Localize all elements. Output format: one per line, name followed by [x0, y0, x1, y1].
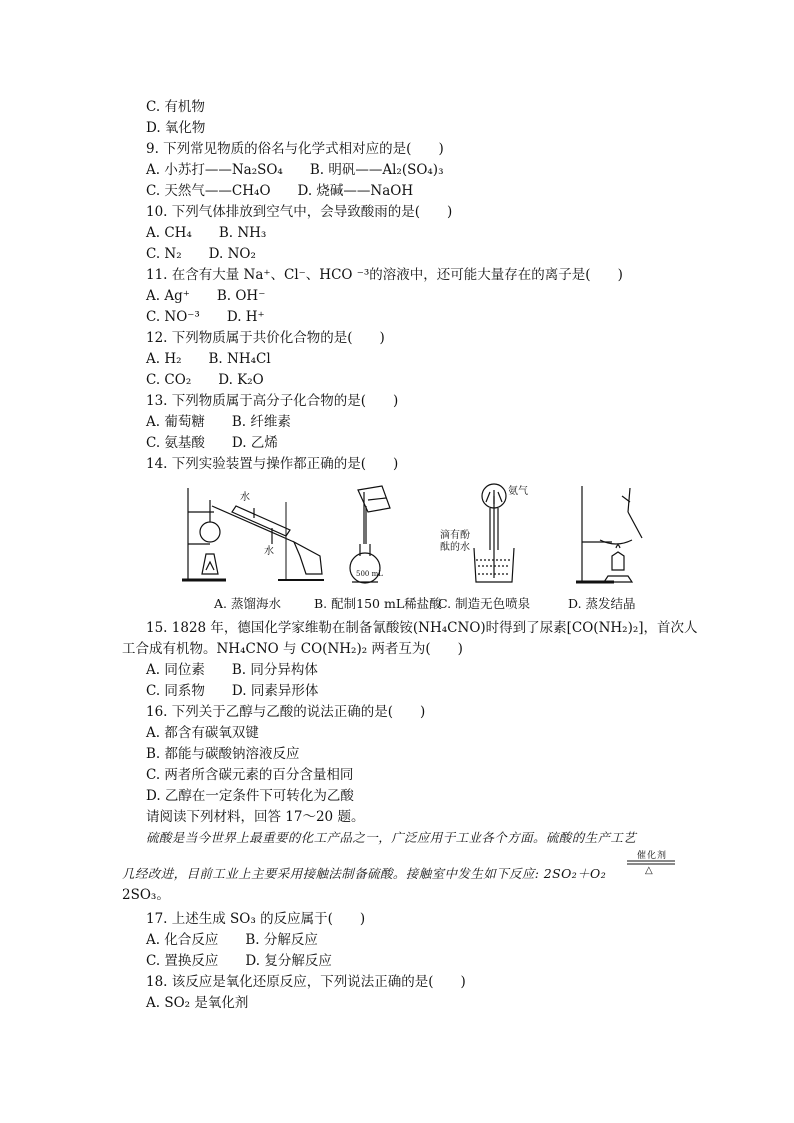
q13-options-ab: A. 葡萄糖 B. 纤维素 — [146, 414, 291, 430]
q11-stem: 11. 在含有大量 Na⁺、Cl⁻、HCO ⁻³的溶液中，还可能大量存在的离子是( ) — [146, 267, 623, 283]
q16-option-a: A. 都含有碳氧双键 — [146, 725, 259, 741]
phenolphthalein-water-label: 滴有酚 酞的水 — [440, 530, 470, 553]
q13-stem: 13. 下列物质属于高分子化合物的是( ) — [146, 393, 399, 409]
caption-c: C. 制造无色喷泉 — [438, 596, 531, 611]
catalyst-label: 催化剂 — [637, 851, 668, 861]
q13-options-cd: C. 氨基酸 D. 乙烯 — [146, 435, 278, 451]
q8-option-d: D. 氧化物 — [146, 120, 206, 136]
q15-stem-line2: 工合成有机物。NH₄CNO 与 CO(NH₂)₂ 两者互为( ) — [122, 641, 463, 657]
q17-options-cd: C. 置换反应 D. 复分解反应 — [146, 953, 332, 969]
caption-a: A. 蒸馏海水 — [214, 596, 281, 611]
reaction-arrow-condition — [625, 848, 677, 878]
q12-stem: 12. 下列物质属于共价化合物的是( ) — [146, 330, 385, 346]
material-line3: 2SO₃。 — [122, 887, 170, 903]
q11-options-ab: A. Ag⁺ B. OH⁻ — [146, 288, 266, 304]
water-in-label: 水 — [240, 492, 250, 503]
q9-stem: 9. 下列常见物质的俗名与化学式相对应的是( ) — [146, 141, 444, 157]
q12-options-cd: C. CO₂ D. K₂O — [146, 372, 264, 388]
q15-options-cd: C. 同系物 D. 同素异形体 — [146, 683, 319, 699]
apparatus-figures — [160, 482, 660, 610]
flask-volume-mark: 500 mL — [356, 570, 383, 578]
q10-options-cd: C. N₂ D. NO₂ — [146, 246, 256, 262]
q16-option-d: D. 乙醇在一定条件下可转化为乙酸 — [146, 788, 354, 804]
q10-stem: 10. 下列气体排放到空气中，会导致酸雨的是( ) — [146, 204, 453, 220]
material-line2: 几经改进，目前工业上主要采用接触法制备硫酸。接触室中发生如下反应: 2SO₂＋O₂ — [122, 866, 607, 881]
reading-instruction: 请阅读下列材料，回答 17～20 题。 — [146, 809, 365, 825]
q16-option-c: C. 两者所含碳元素的百分含量相同 — [146, 767, 354, 783]
q9-options-cd: C. 天然气——CH₄O D. 烧碱——NaOH — [146, 183, 414, 199]
evaporation-apparatus-figure — [572, 482, 652, 587]
q11-options-cd: C. NO⁻³ D. H⁺ — [146, 309, 265, 325]
q16-option-b: B. 都能与碳酸钠溶液反应 — [146, 746, 300, 762]
q12-options-ab: A. H₂ B. NH₄Cl — [146, 351, 271, 367]
q16-stem: 16. 下列关于乙醇与乙酸的说法正确的是( ) — [146, 704, 426, 720]
caption-b: B. 配制150 mL稀盐酸 — [314, 596, 442, 611]
q15-stem-line1: 15. 1828 年，德国化学家维勒在制备氰酸铵(NH₄CNO)时得到了尿素[CO(NH₂)₂]，首次人 — [146, 620, 698, 636]
material-line1: 硫酸是当今世界上最重要的化工产品之一，广泛应用于工业各个方面。硫酸的生产工艺 — [146, 830, 637, 845]
q8-option-c: C. 有机物 — [146, 99, 205, 115]
q14-stem: 14. 下列实验装置与操作都正确的是( ) — [146, 456, 399, 472]
q17-options-ab: A. 化合反应 B. 分解反应 — [146, 932, 318, 948]
q15-options-ab: A. 同位素 B. 同分异构体 — [146, 662, 318, 678]
ammonia-label: 氨气 — [508, 486, 528, 497]
q18-option-a: A. SO₂ 是氧化剂 — [146, 995, 249, 1011]
caption-d: D. 蒸发结晶 — [568, 596, 636, 611]
q10-options-ab: A. CH₄ B. NH₃ — [146, 225, 267, 241]
q17-stem: 17. 上述生成 SO₃ 的反应属于( ) — [146, 911, 366, 927]
q18-stem: 18. 该反应是氧化还原反应，下列说法正确的是( ) — [146, 974, 466, 990]
heat-symbol: △ — [645, 865, 654, 876]
water-out-label: 水 — [264, 546, 274, 557]
q9-options-ab: A. 小苏打——Na₂SO₄ B. 明矾——Al₂(SO₄)₃ — [146, 162, 444, 178]
